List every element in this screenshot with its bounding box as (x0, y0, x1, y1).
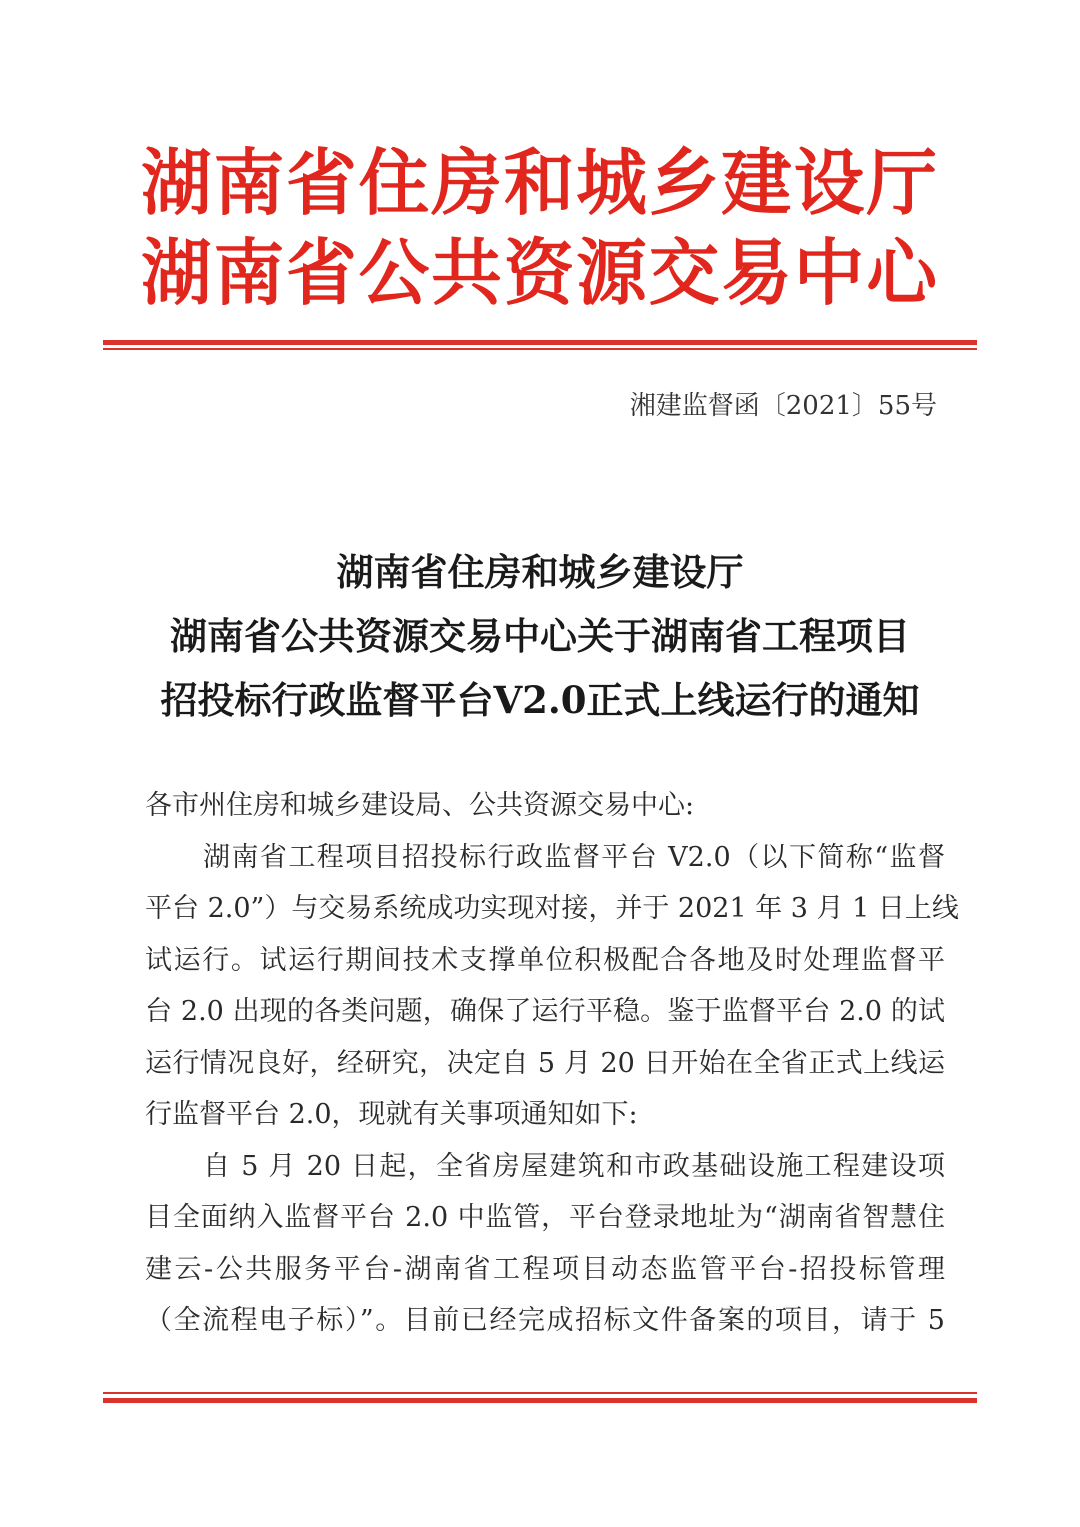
document-body (145, 780, 959, 1347)
paragraph-2-line: 建云-公共服务平台-湖南省工程项目动态监管平台-招投标管理 (145, 1253, 945, 1285)
header-divider-thin (103, 348, 977, 350)
letterhead-org-1: 湖南省住房和城乡建设厅 (141, 141, 939, 225)
paragraph-1-line: 运行情况良好，经研究，决定自 5 月 20 日开始在全省正式上线运 (145, 1047, 945, 1079)
paragraph-1-line: 湖南省工程项目招投标行政监督平台 V2.0（以下简称“监督 (203, 841, 945, 873)
paragraph-2-line: 自 5 月 20 日起，全省房屋建筑和市政基础设施工程建设项 (203, 1150, 945, 1182)
paragraph-2-line: （全流程电子标）”。目前已经完成招标文件备案的项目，请于 5 (145, 1305, 945, 1336)
salutation: 各市州住房和城乡建设局、公共资源交易中心: (145, 790, 695, 821)
footer-divider-thin (103, 1392, 977, 1394)
title-line-2: 湖南省公共资源交易中心关于湖南省工程项目 (170, 614, 910, 658)
header-divider-thick (103, 340, 977, 345)
paragraph-1-line: 台 2.0 出现的各类问题，确保了运行平稳。鉴于监督平台 2.0 的试 (145, 996, 945, 1027)
paragraph-1-line: 试运行。试运行期间技术支撑单位积极配合各地及时处理监督平 (145, 944, 945, 976)
paragraph-1-line: 平台 2.0”）与交易系统成功实现对接，并于 2021 年 3 月 1 日上线 (145, 893, 959, 924)
paragraph-1-line: 行监督平台 2.0，现就有关事项通知如下: (145, 1099, 638, 1130)
document-number: 湘建监督函〔2021〕55号 (629, 391, 937, 421)
title-line-3: 招投标行政监督平台V2.0正式上线运行的通知 (160, 678, 920, 722)
paragraph-2-line: 目全面纳入监督平台 2.0 中监管，平台登录地址为“湖南省智慧住 (145, 1202, 945, 1233)
footer-divider-thick (103, 1398, 977, 1403)
letterhead-org-2: 湖南省公共资源交易中心 (141, 231, 939, 315)
title-line-1: 湖南省住房和城乡建设厅 (336, 550, 744, 594)
letterhead (0, 138, 1080, 318)
document-title (0, 540, 1080, 732)
